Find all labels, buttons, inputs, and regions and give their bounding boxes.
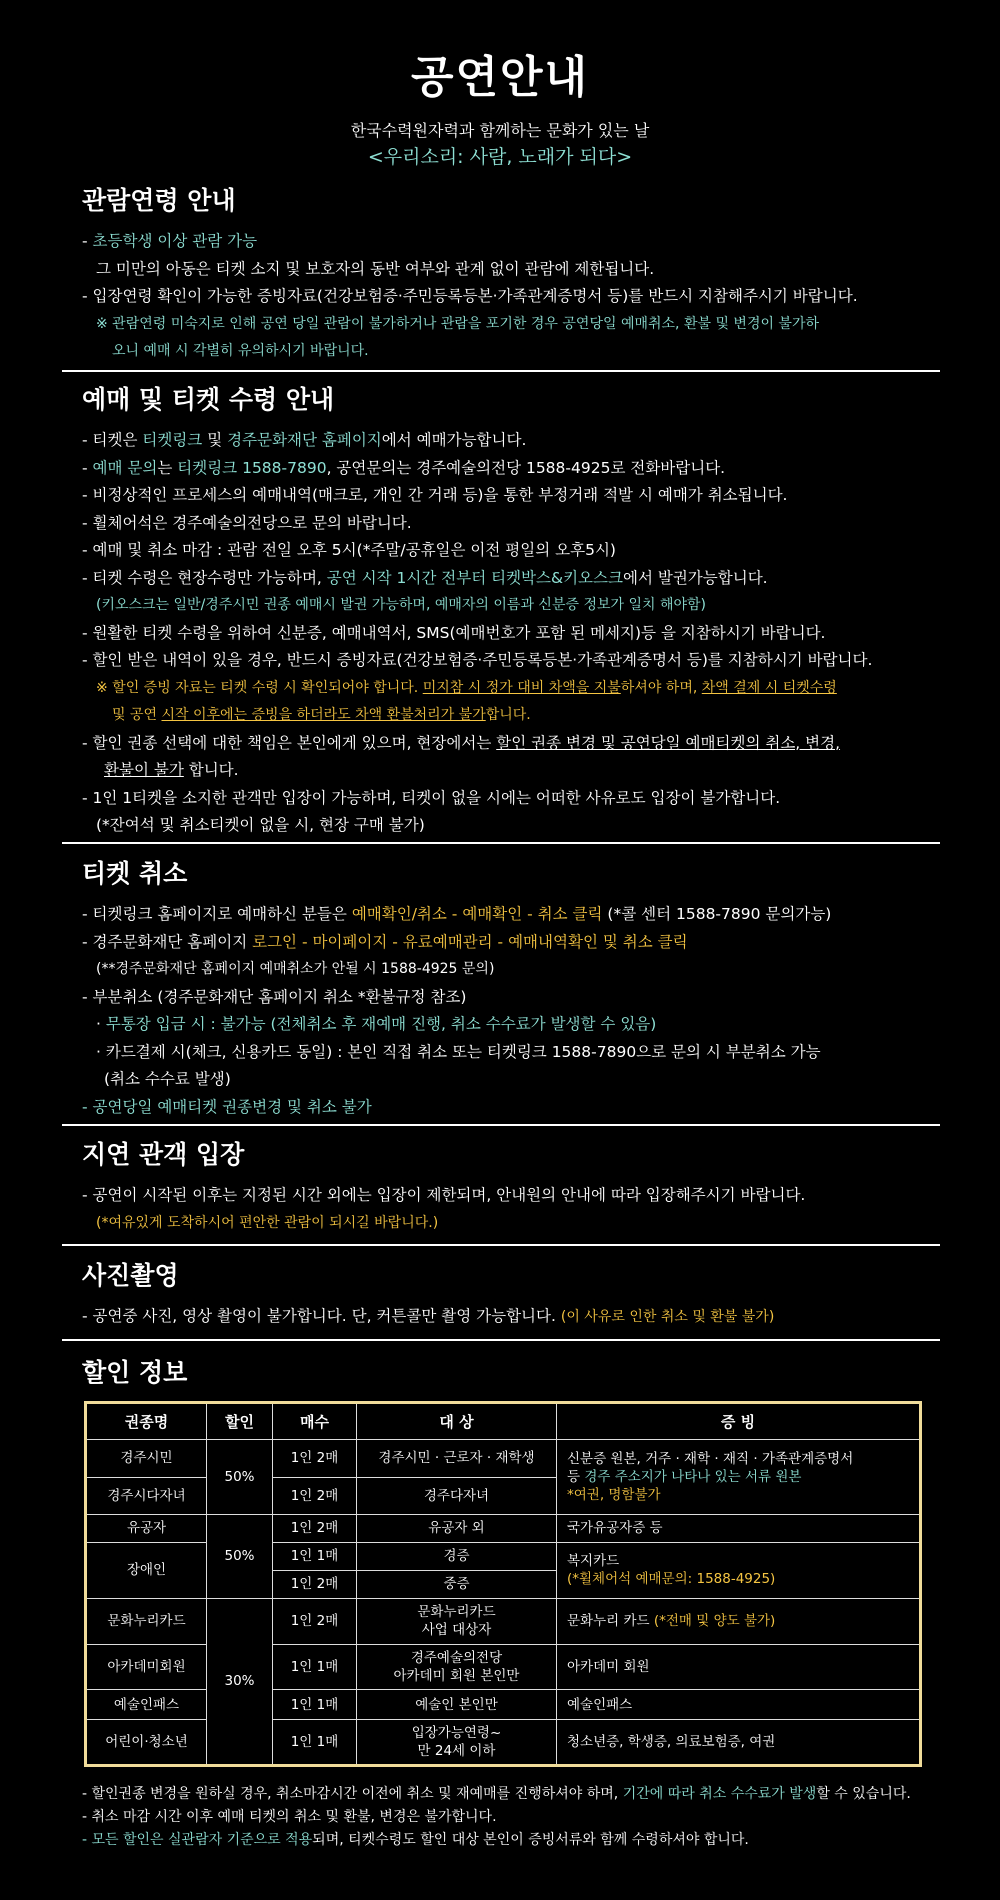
ticket-line-l	[82, 730, 942, 758]
section-heading-late: 지연 관객 입장	[82, 1140, 245, 1169]
text: 문화누리 카드	[567, 1613, 654, 1630]
age-section	[82, 184, 942, 366]
text: 기간에 따라 취소 수수료가 발생	[622, 1786, 817, 1802]
text: - 할인 권종 선택에 대한 책임은 본인에게 있으며, 현장에서는	[82, 733, 497, 752]
section-heading-ticket: 예매 및 티켓 수령 안내	[82, 385, 335, 414]
cancel-section	[82, 857, 942, 1121]
ticket-note-k	[82, 702, 942, 730]
cancel-line-d: - 부분취소 (경주문화재단 홈페이지 취소 *환불규정 참조)	[82, 987, 467, 1006]
cell	[557, 1440, 921, 1515]
text: , 공연문의는 경주예술의전당 1588-4925로 전화바랍니다.	[326, 458, 726, 477]
cell	[357, 1644, 557, 1690]
late-section	[82, 1138, 942, 1237]
foundation-site-text: 경주문화재단 홈페이지	[227, 431, 382, 449]
text: 공연 시작 1시간 전부터 티켓박스&키오스크	[326, 568, 623, 587]
cell-line: 복지카드	[567, 1553, 620, 1570]
cell: 1인 2매	[273, 1440, 357, 1477]
table-row	[86, 1440, 921, 1477]
cell: 50%	[207, 1440, 273, 1515]
cell-line: (*휠체어석 예매문의: 1588-4925)	[567, 1571, 776, 1588]
photo-line-a	[82, 1303, 942, 1332]
text: 예매 문의	[92, 458, 158, 477]
cell: 1인 2매	[273, 1477, 357, 1514]
cell	[357, 1598, 557, 1644]
footnote-a	[82, 1783, 962, 1806]
col-header: 대 상	[357, 1403, 557, 1440]
cell: 아카데미 회원	[557, 1644, 921, 1690]
cell: 청소년증, 학생증, 의료보험증, 여권	[557, 1720, 921, 1766]
cell-line: 입장가능연령~	[411, 1725, 502, 1742]
cell: 1인 2매	[273, 1598, 357, 1644]
cell: 예술인패스	[557, 1690, 921, 1720]
text: 등	[567, 1469, 585, 1486]
dash: -	[82, 232, 93, 250]
cancel-line-f: · 카드결제 시(체크, 신용카드 동일) : 본인 직접 취소 또는 티켓링크 1588-7890으로 문의 시 부분취소 가능	[96, 1042, 821, 1061]
text: 할인 권종 변경 및 공연당일 예매티켓의 취소, 변경,	[496, 733, 841, 752]
text: 및 공연	[112, 707, 162, 723]
text: (이 사유로 인한 취소 및 환불 불가)	[560, 1309, 775, 1325]
cancel-line-b	[82, 929, 942, 957]
table-row	[86, 1598, 921, 1644]
text: 에서 예매가능합니다.	[381, 431, 527, 449]
cell: 1인 2매	[273, 1570, 357, 1598]
page-subtitle: 한국수력원자력과 함께하는 문화가 있는 날	[350, 121, 650, 140]
cell: 경주다자녀	[357, 1477, 557, 1514]
divider	[62, 842, 940, 844]
cell	[557, 1542, 921, 1598]
ticket-line-d: - 휠체어석은 경주예술의전당으로 문의 바랍니다.	[82, 513, 412, 532]
cell: 유공자 외	[357, 1514, 557, 1542]
text: ·	[96, 1015, 106, 1033]
text: - 모든 할인은 실관람자 기준으로 적용	[82, 1832, 313, 1848]
text: 경주 주소지가 나타나 있는 서류 원본	[584, 1469, 802, 1486]
cell-line	[567, 1468, 915, 1486]
ticket-line-e: - 예매 및 취소 마감 : 관람 전일 오후 5시(*주말/공휴일은 이전 평일의 오후5시)	[82, 541, 616, 559]
table-row	[86, 1514, 921, 1542]
cancel-line-g: (취소 수수료 발생)	[104, 1070, 231, 1088]
cell: 50%	[207, 1514, 273, 1598]
header	[0, 50, 1000, 170]
ticket-line-m	[82, 757, 942, 785]
text: 합니다.	[485, 707, 531, 723]
cell: 경증	[357, 1542, 557, 1570]
discount-table	[84, 1401, 922, 1767]
cell: 30%	[207, 1598, 273, 1765]
age-note-1: ※ 관람연령 미숙지로 인해 공연 당일 관람이 불가하거나 관람을 포기한 경우 공연당일 예매취소, 환불 및 변경이 불가하	[96, 315, 820, 332]
section-heading-discount: 할인 정보	[82, 1358, 188, 1387]
text: - 티켓은	[82, 431, 143, 449]
cell: 문화누리카드	[86, 1598, 207, 1644]
text: - 할인권종 변경을 원하실 경우, 취소마감시간 이전에 취소 및 재예매를 진행하셔야 하며,	[82, 1786, 623, 1802]
cell: 어린이·청소년	[86, 1720, 207, 1766]
text: 로그인 - 마이페이지 - 유료예매관리 - 예매내역확인 및 취소 클릭	[252, 932, 688, 951]
text: (*전매 및 양도 불가)	[653, 1613, 776, 1630]
ticket-line-b	[82, 455, 942, 483]
age-highlight: 초등학생 이상 관람 가능	[92, 232, 258, 250]
text: 할 수 있습니다.	[816, 1786, 911, 1802]
text: - 경주문화재단 홈페이지	[82, 932, 253, 951]
text: ※ 할인 증빙 자료는 티켓 수령 시 확인되어야 합니다.	[96, 679, 423, 696]
col-header: 할인	[207, 1403, 273, 1440]
age-line-1	[82, 228, 942, 256]
text: 차액 결제 시 티켓수령	[701, 679, 837, 696]
text: (*콜 센터 1588-7890 문의가능)	[602, 905, 832, 923]
divider	[62, 1244, 940, 1246]
ticket-line-g: (키오스크는 일반/경주시민 권종 예매시 발권 가능하며, 예매자의 이름과 신분증 정보가 일치 해야함)	[96, 597, 707, 613]
cell-line: 사업 대상자	[421, 1622, 492, 1639]
text: 티켓링크 1588-7890	[177, 458, 327, 477]
text: 하셔야 하며,	[620, 679, 702, 696]
cell: 1인 1매	[273, 1644, 357, 1690]
col-header: 권종명	[86, 1403, 207, 1440]
text: - 티켓링크 홈페이지로 예매하신 분들은	[82, 905, 352, 923]
cell: 1인 2매	[273, 1514, 357, 1542]
cell: 경주시민	[86, 1440, 207, 1477]
section-heading-age: 관람연령 안내	[82, 186, 236, 215]
page-title: 공연안내	[410, 52, 589, 103]
cell: 중증	[357, 1570, 557, 1598]
cell: 예술인 본인만	[357, 1690, 557, 1720]
cancel-line-c: (**경주문화재단 홈페이지 예매취소가 안될 시 1588-4925 문의)	[96, 961, 495, 977]
cell: 1인 1매	[273, 1690, 357, 1720]
cell-line: 아카데미 회원 본인만	[393, 1667, 520, 1684]
col-header: 증 빙	[557, 1403, 921, 1440]
age-line-2: 그 미만의 아동은 티켓 소지 및 보호자의 동반 여부와 관계 없이 관람에 제한됩니다.	[96, 259, 655, 278]
ticketlink-text: 티켓링크	[142, 431, 203, 449]
text: 는	[157, 458, 178, 477]
age-note-2: 오니 예매 시 각별히 유의하시기 바랍니다.	[112, 343, 369, 359]
cell-line: 만 24세 이하	[417, 1743, 496, 1760]
cancel-line-a	[82, 901, 942, 929]
ticket-line-a	[82, 427, 942, 455]
ticket-line-o: (*잔여석 및 취소티켓이 없을 시, 현장 구매 불가)	[96, 816, 425, 834]
text: 무통장 입금 시 : 불가능 (전체취소 후 재예매 진행, 취소 수수료가 발생할 수 있음)	[105, 1015, 657, 1033]
late-line-a: - 공연이 시작된 이후는 지정된 시간 외에는 입장이 제한되며, 안내원의 안내에 따라 입장해주시기 바랍니다.	[82, 1186, 806, 1204]
ticket-note-j	[82, 675, 942, 703]
ticket-line-c: - 비정상적인 프로세스의 예매내역(매크로, 개인 간 거래 등)을 통한 부정거래 적발 시 예매가 취소됩니다.	[82, 486, 788, 504]
cell: 1인 1매	[273, 1542, 357, 1570]
ticket-line-h: - 원활한 티켓 수령을 위하여 신분증, 예매내역서, SMS(예매번호가 포함 된 메세지)등 을 지참하시기 바랍니다.	[82, 623, 826, 642]
divider	[62, 370, 940, 372]
divider	[62, 1124, 940, 1126]
cell-line: *여권, 명함불가	[567, 1487, 661, 1504]
cell-line: 경주예술의전당	[410, 1649, 503, 1666]
footnote-c	[82, 1829, 962, 1852]
table-header-row	[86, 1403, 921, 1440]
cell	[557, 1598, 921, 1644]
cell: 아카데미회원	[86, 1644, 207, 1690]
cell: 1인 1매	[273, 1720, 357, 1766]
text: 및	[202, 431, 228, 449]
discount-footnotes	[82, 1783, 962, 1852]
divider	[62, 1339, 940, 1341]
cell	[357, 1720, 557, 1766]
text: - 티켓 수령은 현장수령만 가능하며,	[82, 568, 327, 587]
ticket-line-f	[82, 565, 942, 593]
ticket-line-n: - 1인 1티켓을 소지한 관객만 입장이 가능하며, 티켓이 없을 시에는 어떠한 사유로도 입장이 불가합니다.	[82, 788, 781, 807]
section-heading-cancel: 티켓 취소	[82, 859, 188, 888]
late-line-b: (*여유있게 도착하시어 편안한 관람이 되시길 바랍니다.)	[96, 1214, 439, 1231]
ticket-section	[82, 383, 942, 840]
col-header: 매수	[273, 1403, 357, 1440]
text: 합니다.	[183, 761, 239, 779]
photo-section	[82, 1259, 942, 1332]
cell: 예술인패스	[86, 1690, 207, 1720]
cell: 경주시다자녀	[86, 1477, 207, 1514]
text: -	[82, 458, 93, 477]
text: 환불이 불가	[104, 761, 184, 779]
cancel-line-h: - 공연당일 예매티켓 권종변경 및 취소 불가	[82, 1097, 372, 1116]
cell: 경주시민 · 근로자 · 재학생	[357, 1440, 557, 1477]
text: 되며, 티켓수령도 할인 대상 본인이 증빙서류와 함께 수령하셔야 합니다.	[312, 1832, 749, 1848]
text: 예매확인/취소 - 예매확인 - 취소 클릭	[351, 905, 603, 923]
section-heading-photo: 사진촬영	[82, 1261, 179, 1290]
age-line-3: - 입장연령 확인이 가능한 증빙자료(건강보험증·주민등록등본·가족관계증명서 등)를 반드시 지참해주시기 바랍니다.	[82, 287, 858, 305]
ticket-line-i: - 할인 받은 내역이 있을 경우, 반드시 증빙자료(건강보험증·주민등록등본·가족관계증명서 등)를 지참하시기 바랍니다.	[82, 651, 873, 669]
text: 미지참 시 정가 대비 차액을 지불	[422, 679, 621, 696]
text: 시작 이후에는 증빙을 하더라도 차액 환불처리가 불가	[161, 707, 486, 723]
footnote-b: - 취소 마감 시간 이후 예매 티켓의 취소 및 환불, 변경은 불가합니다.	[82, 1809, 497, 1825]
cell: 장애인	[86, 1542, 207, 1598]
cancel-line-e	[82, 1011, 942, 1039]
text: - 공연중 사진, 영상 촬영이 불가합니다. 단, 커튼콜만 촬영 가능합니다.	[82, 1307, 561, 1325]
text: 에서 발권가능합니다.	[622, 568, 768, 587]
cell-line: 신분증 원본, 거주 · 재학 · 재직 · 가족관계증명서	[567, 1451, 854, 1468]
discount-section	[82, 1356, 942, 1400]
show-name: <우리소리: 사람, 노래가 되다>	[367, 146, 633, 168]
cell: 유공자	[86, 1514, 207, 1542]
cell-line: 문화누리카드	[417, 1604, 496, 1621]
cell: 국가유공자증 등	[557, 1514, 921, 1542]
